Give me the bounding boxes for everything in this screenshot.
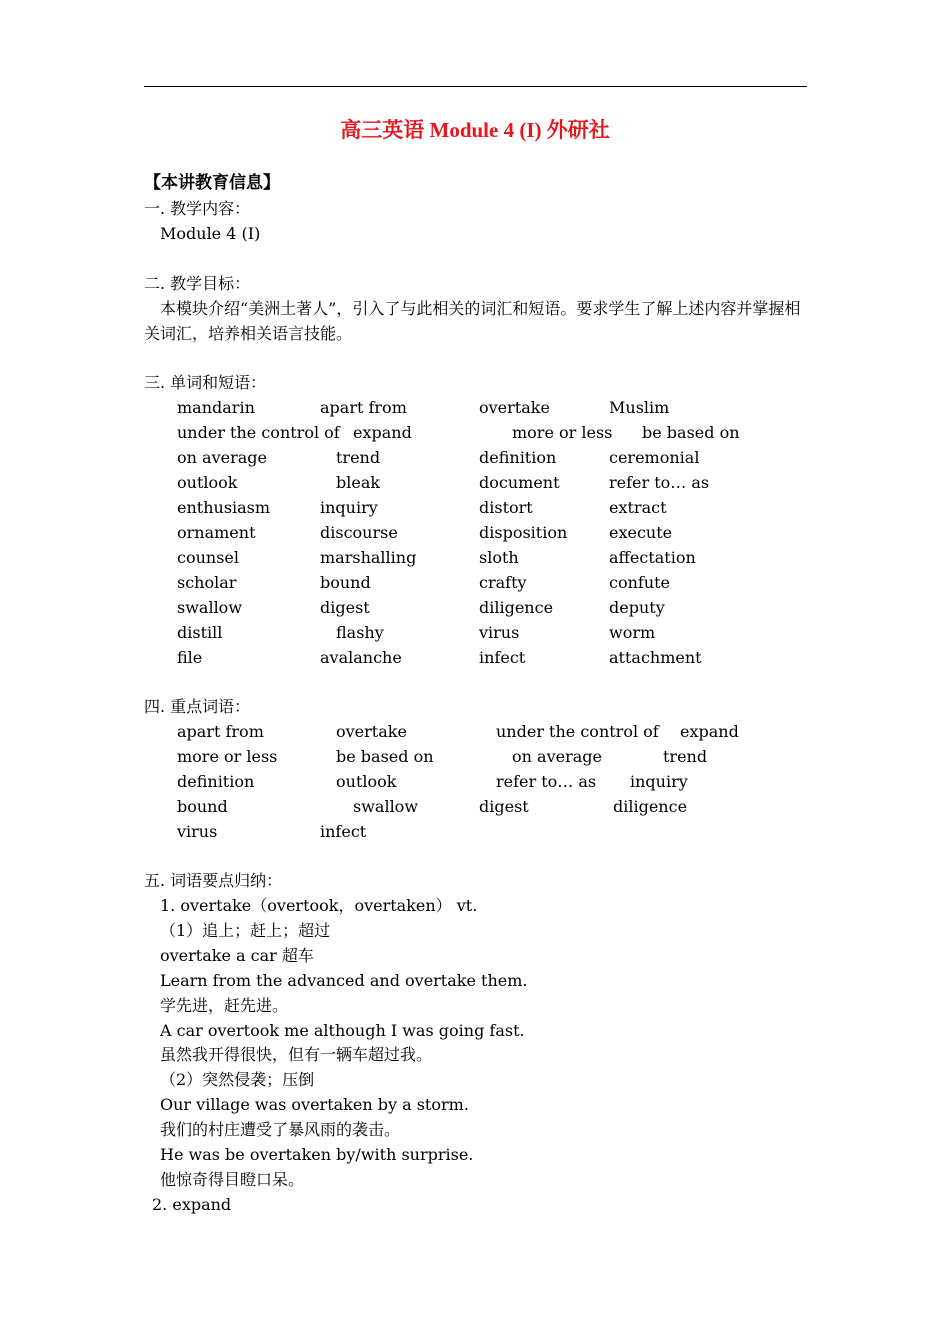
section2-heading: 二. 教学目标： xyxy=(144,274,251,293)
note-line: He was be overtaken by/with surprise. xyxy=(160,1145,474,1164)
vocabulary-term: infect xyxy=(479,648,526,667)
key-word-term: overtake xyxy=(336,722,407,741)
vocabulary-term: definition xyxy=(479,448,557,467)
key-word-term: infect xyxy=(320,822,367,841)
key-word-term: apart from xyxy=(177,722,264,741)
vocabulary-term: marshalling xyxy=(320,548,417,567)
note-line: A car overtook me although I was going fast. xyxy=(160,1020,525,1040)
vocabulary-term: be based on xyxy=(642,423,740,442)
vocabulary-term: crafty xyxy=(479,573,527,592)
vocabulary-term: counsel xyxy=(177,548,239,567)
vocabulary-term: enthusiasm xyxy=(177,498,271,517)
key-word-term: be based on xyxy=(336,747,434,766)
key-word-term: under the control of xyxy=(496,722,659,741)
vocabulary-term: sloth xyxy=(479,548,519,567)
vocabulary-term: refer to… as xyxy=(609,473,710,492)
vocabulary-term: ornament xyxy=(177,523,256,542)
note-line: Learn from the advanced and overtake them. xyxy=(160,970,528,990)
document-title: 高三英语 Module 4 (I) 外研社 xyxy=(340,118,610,142)
key-word-term: on average xyxy=(512,747,602,766)
vocabulary-term: more or less xyxy=(512,423,613,442)
vocabulary-term: flashy xyxy=(336,623,384,642)
vocabulary-term: distill xyxy=(177,623,223,642)
vocabulary-term: Muslim xyxy=(609,398,670,417)
note-line: （1）追上；赶上；超过 xyxy=(160,920,331,940)
key-word-term: diligence xyxy=(613,797,688,816)
note-line: 1. overtake（overtook，overtaken） vt. xyxy=(160,896,478,915)
vocabulary-term: worm xyxy=(609,623,656,642)
vocabulary-term: discourse xyxy=(320,523,398,542)
vocabulary-term: overtake xyxy=(479,398,550,417)
vocabulary-term: on average xyxy=(177,448,267,467)
vocabulary-term: under the control of xyxy=(177,423,340,442)
vocabulary-term: inquiry xyxy=(320,498,378,517)
vocabulary-term: execute xyxy=(609,523,673,542)
vocabulary-term: bleak xyxy=(336,473,381,492)
key-word-term: outlook xyxy=(336,772,397,791)
vocabulary-term: attachment xyxy=(609,648,702,667)
vocabulary-term: ceremonial xyxy=(609,448,700,467)
vocabulary-term: diligence xyxy=(479,598,554,617)
key-word-term: definition xyxy=(177,772,255,791)
vocabulary-term: deputy xyxy=(609,598,665,617)
vocabulary-term: file xyxy=(177,648,203,667)
note-line: （2）突然侵袭；压倒 xyxy=(160,1070,315,1090)
key-word-term: bound xyxy=(177,797,228,816)
note-line: Our village was overtaken by a storm. xyxy=(160,1095,469,1115)
section4-heading: 四. 重点词语： xyxy=(144,697,251,716)
note-line: 虽然我开得很快，但有一辆车超过我。 xyxy=(160,1045,433,1065)
vocabulary-term: avalanche xyxy=(320,648,402,667)
note-line: 他惊奇得目瞪口呆。 xyxy=(160,1169,305,1189)
key-word-term: refer to… as xyxy=(496,772,597,791)
key-word-term: swallow xyxy=(353,797,419,816)
vocabulary-term: trend xyxy=(336,448,381,467)
vocabulary-term: apart from xyxy=(320,398,407,417)
vocabulary-term: disposition xyxy=(479,523,568,542)
vocabulary-term: bound xyxy=(320,573,371,592)
vocabulary-term: affectation xyxy=(609,548,696,567)
vocabulary-term: expand xyxy=(353,423,412,442)
vocabulary-term: digest xyxy=(320,598,370,617)
key-word-term: digest xyxy=(479,797,529,816)
key-word-term: more or less xyxy=(177,747,278,766)
note-line: 2. expand xyxy=(152,1194,232,1214)
info-header: 【本讲教育信息】 xyxy=(144,173,280,193)
vocabulary-term: swallow xyxy=(177,598,243,617)
vocabulary-term: virus xyxy=(479,623,520,642)
key-word-term: virus xyxy=(177,822,218,841)
vocabulary-term: extract xyxy=(609,498,667,517)
note-line: overtake a car 超车 xyxy=(160,945,314,965)
note-line: 我们的村庄遭受了暴风雨的袭击。 xyxy=(160,1120,401,1140)
vocabulary-term: outlook xyxy=(177,473,238,492)
key-word-term: expand xyxy=(680,722,739,741)
vocabulary-term: distort xyxy=(479,498,533,517)
vocabulary-term: document xyxy=(479,473,560,492)
vocabulary-term: confute xyxy=(609,573,671,592)
key-word-term: inquiry xyxy=(630,772,688,791)
vocabulary-term: scholar xyxy=(177,573,237,592)
section3-heading: 三. 单词和短语： xyxy=(144,373,267,392)
section1-heading: 一. 教学内容： xyxy=(144,199,251,218)
section5-heading: 五. 词语要点归纳： xyxy=(144,871,283,890)
vocabulary-term: mandarin xyxy=(177,398,255,417)
section1-content: Module 4 (I) xyxy=(160,224,261,243)
note-line: 学先进，赶先进。 xyxy=(160,995,289,1015)
section2-content: 本模块介绍“美洲土著人”，引入了与此相关的词汇和短语。要求学生了解上述内容并掌握相关词汇，培养相关语言技能。 xyxy=(144,299,801,343)
key-word-term: trend xyxy=(663,747,708,766)
header-rule xyxy=(144,86,807,87)
